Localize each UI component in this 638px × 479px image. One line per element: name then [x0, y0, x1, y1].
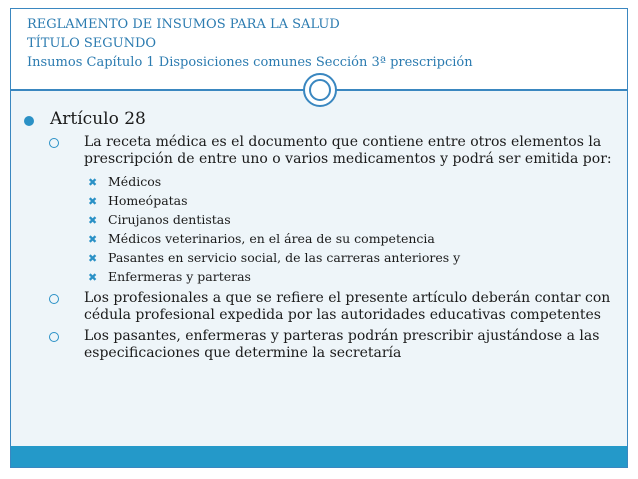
paragraph-3-text: Los pasantes, enfermeras y parteras podrán prescribir ajustándose a las especificaciones que determine la secretaría [84, 328, 600, 361]
list-item-label: Médicos veterinarios, en el área de su competencia [108, 231, 435, 246]
list-item-label: Homeópatas [108, 193, 188, 208]
header-line-2: TÍTULO SEGUNDO [27, 36, 157, 51]
list-item-label: Cirujanos dentistas [108, 212, 231, 227]
article-heading [24, 108, 620, 130]
prescriber-list [24, 172, 620, 286]
article-title: Artículo 28 [50, 109, 146, 129]
cross-bullet-icon: ✖ [88, 271, 98, 284]
list-item [24, 210, 620, 229]
divider-circle-icon [303, 73, 337, 107]
cross-bullet-icon: ✖ [88, 195, 98, 208]
inner-circle-icon [309, 79, 331, 101]
paragraph-1-text: La receta médica es el documento que contiene entre otros elementos la prescripción de entre uno o varios medicamentos y podrá ser emitida por: [84, 134, 612, 167]
slide-content [24, 108, 620, 362]
list-item-label: Pasantes en servicio social, de las carreras anteriores y [108, 250, 461, 265]
cross-bullet-icon: ✖ [88, 176, 98, 189]
cross-bullet-icon: ✖ [88, 214, 98, 227]
paragraph-1 [24, 134, 620, 168]
slide-footer-bar [11, 446, 627, 467]
list-item [24, 229, 620, 248]
header-line-3: Insumos Capítulo 1 Disposiciones comunes Sección 3ª prescripción [27, 55, 473, 70]
list-item [24, 191, 620, 210]
paragraph-2-text: Los profesionales a que se refiere el presente artículo deberán contar con cédula profesional expedida por las autoridades educativas competentes [84, 290, 611, 323]
header-line-1: REGLAMENTO DE INSUMOS PARA LA SALUD [27, 17, 340, 32]
cross-bullet-icon: ✖ [88, 252, 98, 265]
ring-bullet-icon [49, 332, 59, 342]
paragraph-3 [24, 328, 620, 362]
ring-bullet-icon [49, 138, 59, 148]
list-item [24, 267, 620, 286]
list-item [24, 172, 620, 191]
list-item-label: Médicos [108, 174, 162, 189]
cross-bullet-icon: ✖ [88, 233, 98, 246]
filled-bullet-icon [24, 116, 34, 126]
list-item [24, 248, 620, 267]
ring-bullet-icon [49, 294, 59, 304]
list-item-label: Enfermeras y parteras [108, 269, 251, 284]
paragraph-2 [24, 290, 620, 324]
